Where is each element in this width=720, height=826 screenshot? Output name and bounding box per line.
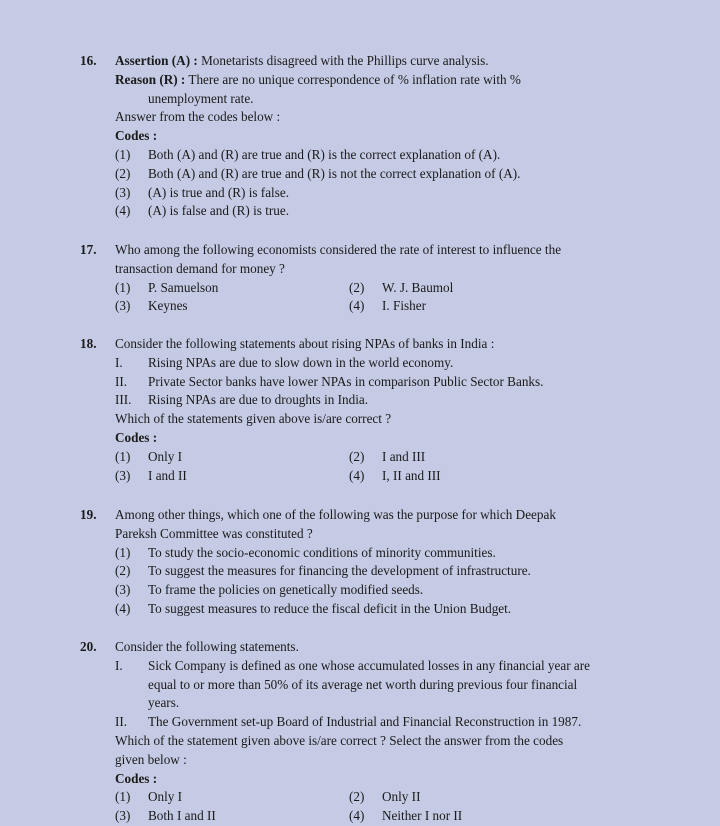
option-label: (3) — [115, 298, 131, 314]
option — [115, 165, 628, 184]
statement-text: Rising NPAs are due to droughts in India. — [148, 392, 369, 408]
option — [115, 279, 349, 298]
option-label: (3) — [115, 467, 131, 483]
question-stem: Consider the following statements about rising NPAs of banks in India : — [115, 336, 495, 351]
option — [349, 448, 425, 467]
option — [349, 788, 420, 807]
question-stem-line: Among other things, which one of the following was the purpose for which Deepak — [115, 507, 556, 522]
assertion — [115, 52, 628, 71]
option-label: (2) — [349, 279, 365, 295]
statement-line: equal to or more than 50% of its average net worth during previous four financial — [148, 676, 578, 692]
statement-label: II. — [115, 373, 128, 389]
statement-text: Private Sector banks have lower NPAs in comparison Public Sector Banks. — [148, 373, 544, 389]
option-label: (1) — [115, 544, 131, 560]
question-number: 16. — [80, 53, 97, 68]
option-label: (3) — [115, 582, 131, 598]
question-number: 19. — [80, 507, 97, 522]
option — [115, 467, 349, 486]
question-19 — [80, 506, 628, 619]
option — [115, 788, 349, 807]
option-text: To frame the policies on genetically modified seeds. — [148, 582, 424, 598]
codes-label: Codes : — [115, 429, 158, 445]
question-18 — [80, 335, 628, 485]
option-label: (4) — [115, 203, 131, 219]
option-text: Both (A) and (R) are true and (R) is not the correct explanation of (A). — [148, 165, 521, 181]
option — [115, 807, 349, 826]
option — [349, 467, 441, 486]
option — [349, 807, 462, 826]
option-label: (4) — [349, 467, 365, 483]
option-text: Both I and II — [148, 808, 216, 824]
statement — [115, 657, 628, 713]
reason-continuation: unemployment rate. — [148, 90, 254, 106]
option-text: W. J. Baumol — [382, 279, 454, 295]
question-16 — [80, 52, 628, 221]
option-text: Neither I nor II — [382, 808, 463, 824]
option — [349, 297, 426, 316]
option — [115, 544, 628, 563]
option-text: Only II — [382, 789, 421, 805]
option-text: (A) is true and (R) is false. — [148, 184, 289, 200]
option-text: Both (A) and (R) are true and (R) is the correct explanation of (A). — [148, 146, 501, 162]
question-20 — [80, 638, 628, 826]
option-label: (2) — [115, 563, 131, 579]
options-row — [115, 297, 628, 316]
options-row — [115, 788, 628, 807]
options-row — [115, 279, 628, 298]
option-label: (1) — [115, 448, 131, 464]
statement-text: Rising NPAs are due to slow down in the world economy. — [148, 354, 454, 370]
option-label: (2) — [349, 448, 365, 464]
question-text: Which of the statements given above is/are correct ? — [115, 411, 392, 427]
statement-text-block — [148, 657, 628, 713]
instruction: Answer from the codes below : — [115, 109, 281, 125]
option-text: (A) is false and (R) is true. — [148, 203, 289, 219]
option-text: Only I — [148, 789, 183, 805]
statement — [115, 354, 628, 373]
statement-line: Sick Company is defined as one whose accumulated losses in any financial year are — [148, 657, 591, 673]
statement-label: III. — [115, 392, 132, 408]
codes-label: Codes : — [115, 128, 158, 144]
option-label: (4) — [349, 298, 365, 314]
option-label: (4) — [115, 600, 131, 616]
option — [349, 279, 453, 298]
question-text-line: Which of the statement given above is/are correct ? Select the answer from the codes — [115, 732, 564, 748]
option-text: I and III — [382, 448, 426, 464]
question-stem-line: Pareksh Committee was constituted ? — [115, 525, 313, 541]
option — [115, 202, 628, 221]
option-label: (3) — [115, 184, 131, 200]
assertion-text: Monetarists disagreed with the Phillips curve analysis. — [201, 53, 489, 68]
statement-label: II. — [115, 714, 128, 730]
statement — [115, 373, 628, 392]
options-row — [115, 467, 628, 486]
question-number: 18. — [80, 336, 97, 351]
codes-label: Codes : — [115, 770, 158, 786]
option-text: I. Fisher — [382, 298, 426, 314]
question-stem: Consider the following statements. — [115, 639, 299, 654]
question-17 — [80, 241, 628, 316]
option — [115, 297, 349, 316]
reason-label: Reason (R) : — [115, 71, 186, 87]
option-text: Only I — [148, 448, 183, 464]
question-stem-line: Who among the following economists considered the rate of interest to influence the — [115, 242, 562, 257]
option-text: To suggest measures to reduce the fiscal deficit in the Union Budget. — [148, 600, 512, 616]
question-number: 17. — [80, 242, 97, 257]
option-text: P. Samuelson — [148, 279, 219, 295]
question-number: 20. — [80, 639, 97, 654]
statement-line: years. — [148, 695, 180, 711]
statement — [115, 391, 628, 410]
question-stem-line: transaction demand for money ? — [115, 260, 285, 276]
option-label: (3) — [115, 808, 131, 824]
option-text: To suggest the measures for financing the development of infrastructure. — [148, 563, 531, 579]
reason-text: There are no unique correspondence of % inflation rate with % — [188, 71, 521, 87]
option — [115, 581, 628, 600]
option-label: (1) — [115, 146, 131, 162]
options-row — [115, 448, 628, 467]
option-label: (4) — [349, 808, 365, 824]
statement-label: I. — [115, 354, 123, 370]
statement — [115, 713, 628, 732]
option — [115, 562, 628, 581]
statement-label: I. — [115, 657, 123, 673]
option-text: Keynes — [148, 298, 188, 314]
option — [115, 146, 628, 165]
reason — [115, 71, 628, 90]
option-text: I and II — [148, 467, 187, 483]
statement-text: The Government set-up Board of Industrial and Financial Reconstruction in 1987. — [148, 714, 582, 730]
option — [115, 448, 349, 467]
option-text: I, II and III — [382, 467, 441, 483]
option-label: (2) — [349, 789, 365, 805]
assertion-label: Assertion (A) : — [115, 53, 198, 68]
option — [115, 600, 628, 619]
options-row — [115, 807, 628, 826]
option-label: (1) — [115, 279, 131, 295]
question-text-line: given below : — [115, 751, 187, 767]
option — [115, 184, 628, 203]
option-label: (2) — [115, 165, 131, 181]
option-label: (1) — [115, 789, 131, 805]
option-text: To study the socio-economic conditions of minority communities. — [148, 544, 496, 560]
